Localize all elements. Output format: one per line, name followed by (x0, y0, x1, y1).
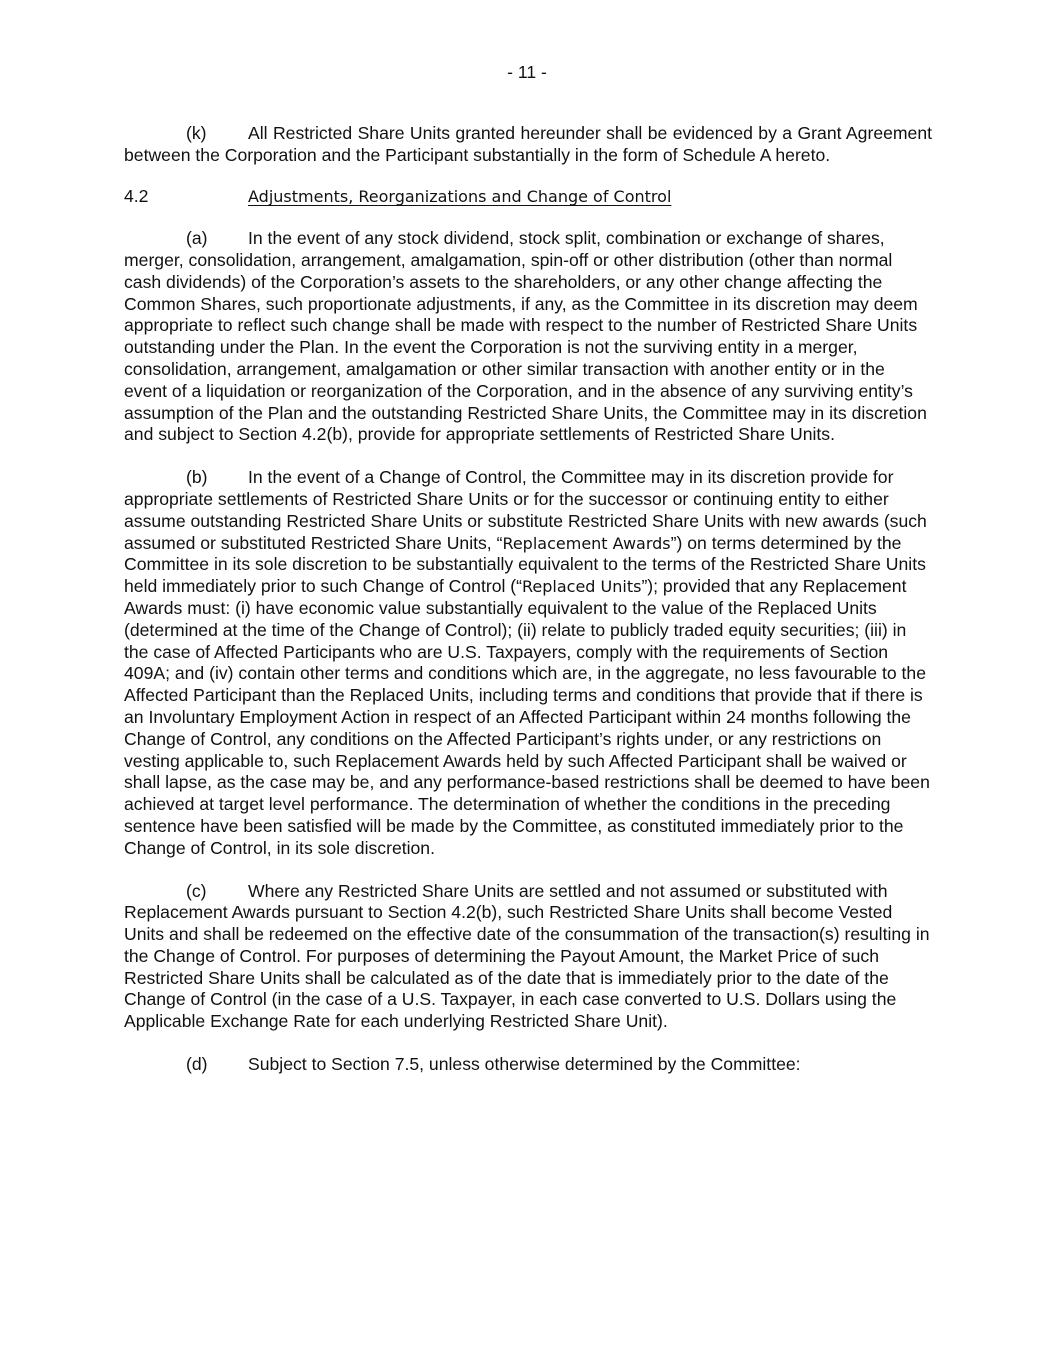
paragraph-label: (k) (186, 122, 207, 143)
paragraph-k (124, 123, 932, 167)
paragraph-text: ”) on terms determined by the Committee in its sole discretion to be substantially equivalent to the terms of the Restricted Share Units held immediately prior to such Change of Control (“ (124, 532, 926, 597)
section-heading (124, 186, 932, 208)
paragraph-text: In the event of a Change of Control, the Committee may in its discretion provide for appropriate settlements of Restricted Share Units or for the successor or continuing entity to either assume outstanding Restricted Share Units or substitute Restricted Share Units with new awards (such assumed or substituted Restricted Share Units, “ (124, 467, 927, 553)
document-page (124, 62, 932, 1097)
paragraph-text: All Restricted Share Units granted hereunder shall be evidenced by a Grant Agreement between the Corporation and the Participant substantially in the form of Schedule A hereto. (124, 122, 932, 165)
paragraph-text: In the event of any stock dividend, stock split, combination or exchange of shares, merger, consolidation, arrangement, amalgamation, spin-off or other distribution (other than normal cash dividends) of the Corporation’s assets to the shareholders, or any other change affecting the Common Shares, such proportionate adjustments, if any, as the Committee in its discretion may deem appropriate to reflect such change shall be made with respect to the number of Restricted Share Units outstanding under the Plan. In the event the Corporation is not the surviving entity in a merger, consolidation, arrangement, amalgamation or other similar transaction with another entity or in the event of a liquidation or reorganization of the Corporation, and in the absence of any surviving entity’s assumption of the Plan and the outstanding Restricted Share Units, the Committee may in its discretion and subject to Section 4.2(b), provide for appropriate settlements of Restricted Share Units. (124, 228, 927, 445)
paragraph-text: Where any Restricted Share Units are settled and not assumed or substituted with Replacement Awards pursuant to Section 4.2(b), such Restricted Share Units shall become Vested Units and shall be redeemed on the effective date of the consummation of the transaction(s) resulting in the Change of Control. For purposes of determining the Payout Amount, the Market Price of such Restricted Share Units shall be calculated as of the date that is immediately prior to the date of the Change of Control (in the case of a U.S. Taxpayer, in each case converted to U.S. Dollars using the Applicable Exchange Rate for each underlying Restricted Share Unit). (124, 880, 930, 1032)
defined-term: Replaced Units (522, 577, 642, 597)
paragraph-text: ”); provided that any Replacement Awards must: (i) have economic value substantially equivalent to the value of the Replaced Units (determined at the time of the Change of Control); (ii) relate to publicly traded equity securities; (iii) in the case of Affected Participants who are U.S. Taxpayers, comply with the requirements of Section 409A; and (iv) contain other terms and conditions which are, in the aggregate, no less favourable to the Affected Participant than the Replaced Units, including terms and conditions that provide that if there is an Involuntary Employment Action in respect of an Affected Participant within 24 months following the Change of Control, any conditions on the Affected Participant’s rights under, or any restrictions on vesting applicable to, such Replacement Awards held by such Affected Participant shall be waived or shall lapse, as the case may be, and any performance-based restrictions shall be deemed to have been achieved at target level performance. The determination of whether the conditions in the preceding sentence have been satisfied will be made by the Committee, as constituted immediately prior to the Change of Control, in its sole discretion. (124, 576, 930, 858)
page-number: - 11 - (507, 62, 547, 82)
paragraph-text: Subject to Section 7.5, unless otherwise determined by the Committee: (248, 1054, 801, 1075)
defined-term: Replacement Awards (502, 533, 671, 553)
paragraph-label: (a) (186, 228, 208, 249)
paragraph-label: (b) (186, 467, 208, 488)
paragraph-c (124, 881, 932, 1034)
paragraph-label: (c) (186, 880, 207, 901)
paragraph-label: (d) (186, 1054, 208, 1075)
paragraph-a (124, 228, 932, 446)
paragraph-d (124, 1054, 932, 1076)
section-number: 4.2 (124, 186, 149, 207)
section-title: Adjustments, Reorganizations and Change of Control (248, 187, 672, 207)
paragraph-b (124, 467, 932, 859)
